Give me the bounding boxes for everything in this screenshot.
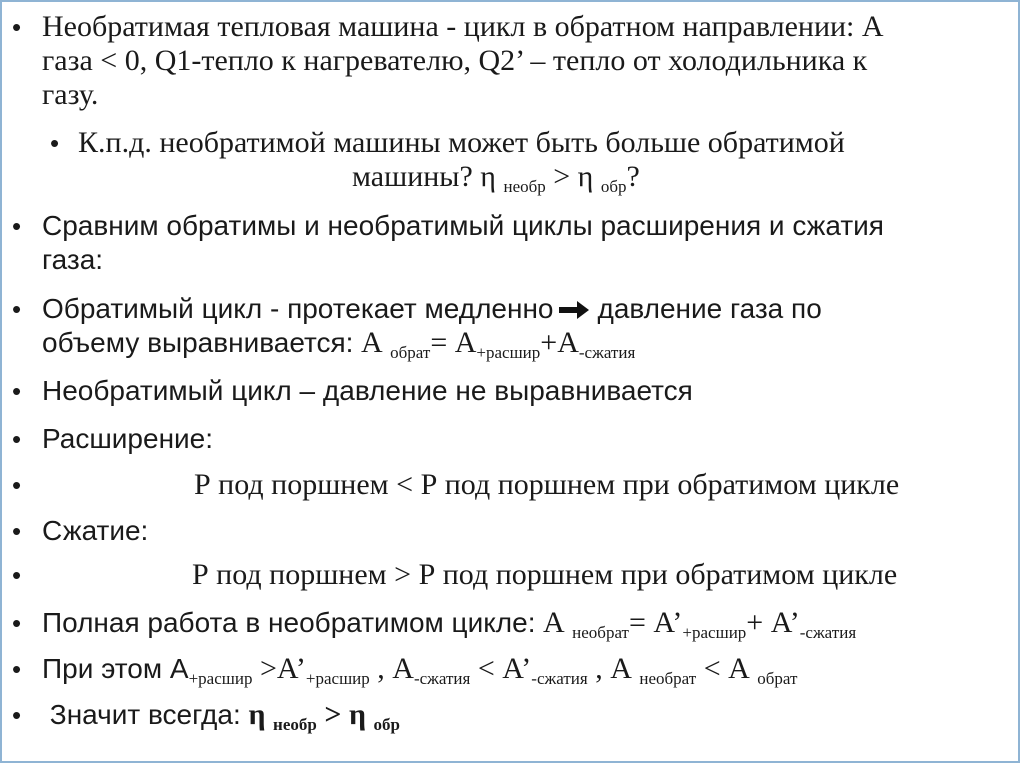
line-2-text-a: К.п.д. необратимой машины может быть больше обратимой: [78, 126, 845, 159]
line-4-text-b: объему выравнивается: А $_{обрат}= А_{+расшир}+А_{-сжатия}$: [42, 326, 636, 362]
line-11-text: При этом $А_{+расшир}$ $>А’_{+расшир}$ , $А_{-сжатия}$ < $А’_{-сжатия}$ , А $_{необрат}$ < А $_{обрат}$: [42, 652, 798, 688]
bullet-icon: •: [12, 424, 22, 454]
line-1-text-b: газа < 0, Q1-тепло к нагревателю, Q2’ – тепло от холодильника к: [42, 44, 868, 77]
bullet-icon: •: [12, 516, 22, 546]
line-8-text: Сжатие:: [42, 515, 149, 546]
bullet-icon: •: [12, 560, 22, 590]
bullet-icon: •: [12, 294, 22, 324]
line-3-text-b: газа:: [42, 244, 104, 275]
line-10-text: Полная работа в необратимом цикле: А $_{необрат}= А’_{+расшир}+$ $А’_{-сжатия}$: [42, 606, 857, 642]
right-arrow-icon: [557, 300, 591, 320]
bullet-icon: •: [50, 128, 60, 158]
bullet-icon: •: [12, 12, 22, 42]
line-1-text-c: газу.: [42, 78, 99, 111]
bullet-icon: •: [12, 654, 22, 684]
bullet-icon: •: [12, 470, 22, 500]
line-3-text-a: Сравним обратимы и необратимый циклы расширения и сжатия: [42, 210, 884, 241]
line-9-text: Р под поршнем > Р под поршнем при обратимом цикле: [192, 558, 898, 591]
bullet-icon: •: [12, 700, 22, 730]
bullet-icon: •: [12, 376, 22, 406]
line-7-text: Р под поршнем < Р под поршнем при обратимом цикле: [194, 468, 900, 501]
bullet-icon: •: [12, 608, 22, 638]
line-1-text-a: Необратимая тепловая машина - цикл в обратном направлении: А: [42, 10, 884, 43]
bullet-icon: •: [12, 211, 22, 241]
line-2-text-b: машины? η $_{необр}$ > η $_{обр}$?: [352, 160, 640, 196]
line-5-text: Необратимый цикл – давление не выравнивается: [42, 375, 693, 406]
line-4-text-a: Обратимый цикл - протекает медленно давление газа по: [42, 293, 822, 324]
line-6-text: Расширение:: [42, 423, 214, 454]
line-12-text: Значит всегда: η $_{необр}$ > η $_{обр}$: [42, 698, 400, 734]
